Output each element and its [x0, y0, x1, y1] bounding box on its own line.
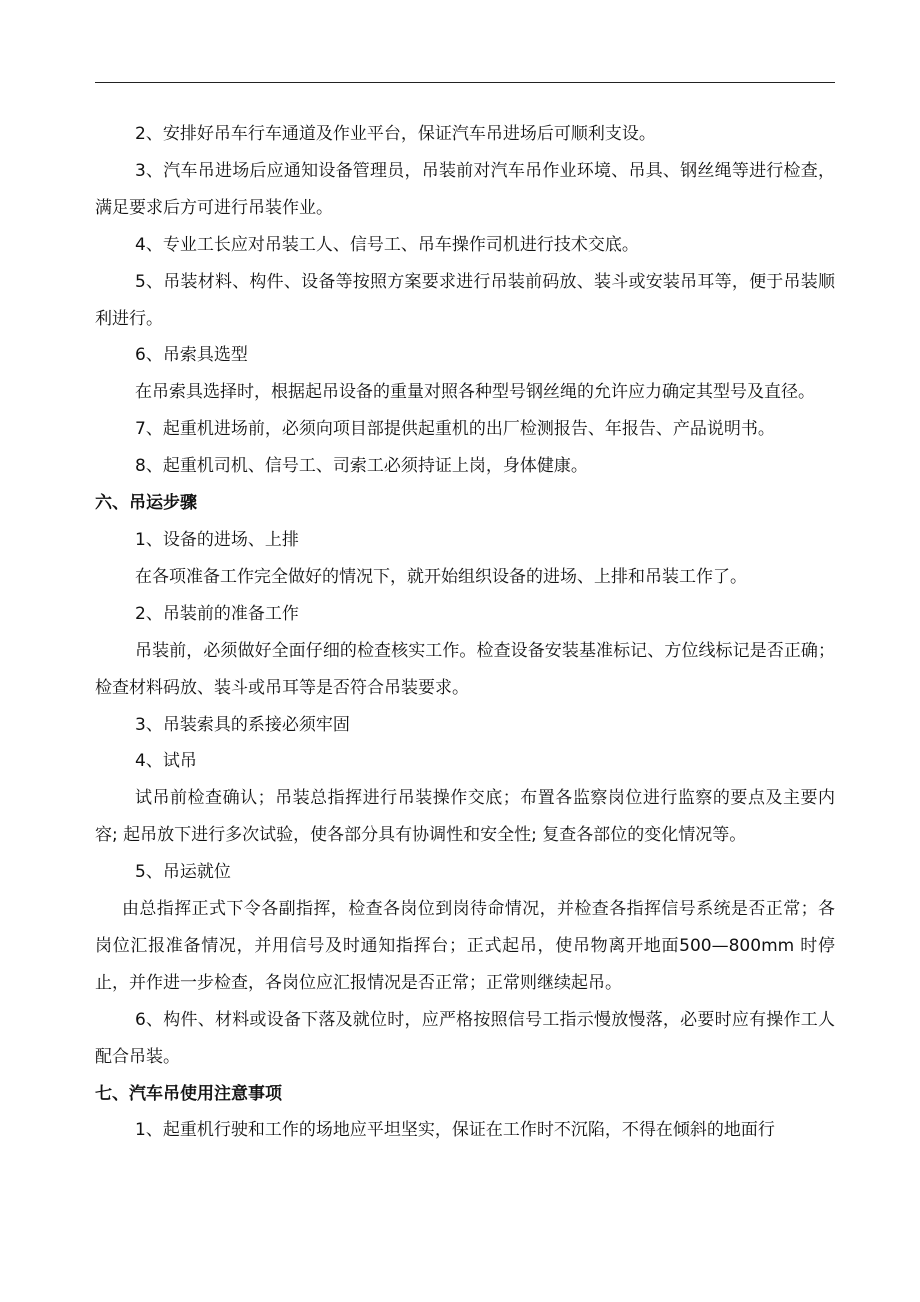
paragraph: 在各项准备工作完全做好的情况下，就开始组织设备的进场、上排和吊装工作了。	[135, 566, 747, 587]
paragraph: 8、起重机司机、信号工、司索工必须持证上岗，身体健康。	[135, 456, 588, 477]
paragraph: 5、吊运就位	[135, 862, 231, 883]
paragraph: 6、吊索具选型	[135, 345, 248, 366]
paragraph: 1、起重机行驶和工作的场地应平坦坚实，保证在工作时不沉陷，不得在倾斜的地面行	[135, 1120, 775, 1141]
header-rule	[95, 82, 835, 83]
paragraph: 在吊索具选择时，根据起吊设备的重量对照各种型号钢丝绳的允许应力确定其型号及直径。	[135, 382, 815, 403]
paragraph: 5、吊装材料、构件、设备等按照方案要求进行吊装前码放、装斗或安装吊耳等，便于吊装顺利进行。	[95, 271, 835, 329]
paragraph: 2、安排好吊车行车通道及作业平台，保证汽车吊进场后可顺利支设。	[135, 124, 656, 144]
paragraph: 2、吊装前的准备工作	[135, 603, 299, 624]
paragraph: 由总指挥正式下令各副指挥，检查各岗位到岗待命情况，并检查各指挥信号系统是否正常；各岗位汇报准备情况，并用信号及时通知指挥台；正式起吊，使吊物离开地面500—800mm 时停止，并作进一步检查，各岗位应汇报情况是否正常；正常则继续起吊。	[95, 899, 835, 993]
paragraph: 7、起重机进场前，必须向项目部提供起重机的出厂检测报告、年报告、产品说明书。	[135, 419, 775, 440]
paragraph: 3、吊装索具的系接必须牢固	[135, 714, 350, 735]
paragraph: 4、专业工长应对吊装工人、信号工、吊车操作司机进行技术交底。	[135, 234, 639, 255]
paragraph: 1、设备的进场、上排	[135, 529, 299, 550]
paragraph: 3、汽车吊进场后应通知设备管理员，吊装前对汽车吊作业环境、吊具、钢丝绳等进行检查，满足要求后方可进行吊装作业。	[95, 160, 835, 218]
document-body	[95, 116, 835, 1149]
paragraph: 6、构件、材料或设备下落及就位时，应严格按照信号工指示慢放慢落，必要时应有操作工人配合吊装。	[95, 1009, 835, 1067]
paragraph: 4、试吊	[135, 751, 197, 772]
section-heading: 七、汽车吊使用注意事项	[95, 1083, 282, 1104]
paragraph: 试吊前检查确认；吊装总指挥进行吊装操作交底；布置各监察岗位进行监察的要点及主要内容; 起吊放下进行多次试验，使各部分具有协调性和安全性; 复查各部位的变化情况等。	[95, 788, 835, 846]
section-heading: 六、吊运步骤	[95, 493, 197, 514]
paragraph: 吊装前，必须做好全面仔细的检查核实工作。检查设备安装基准标记、方位线标记是否正确；检查材料码放、装斗或吊耳等是否符合吊装要求。	[95, 640, 835, 698]
